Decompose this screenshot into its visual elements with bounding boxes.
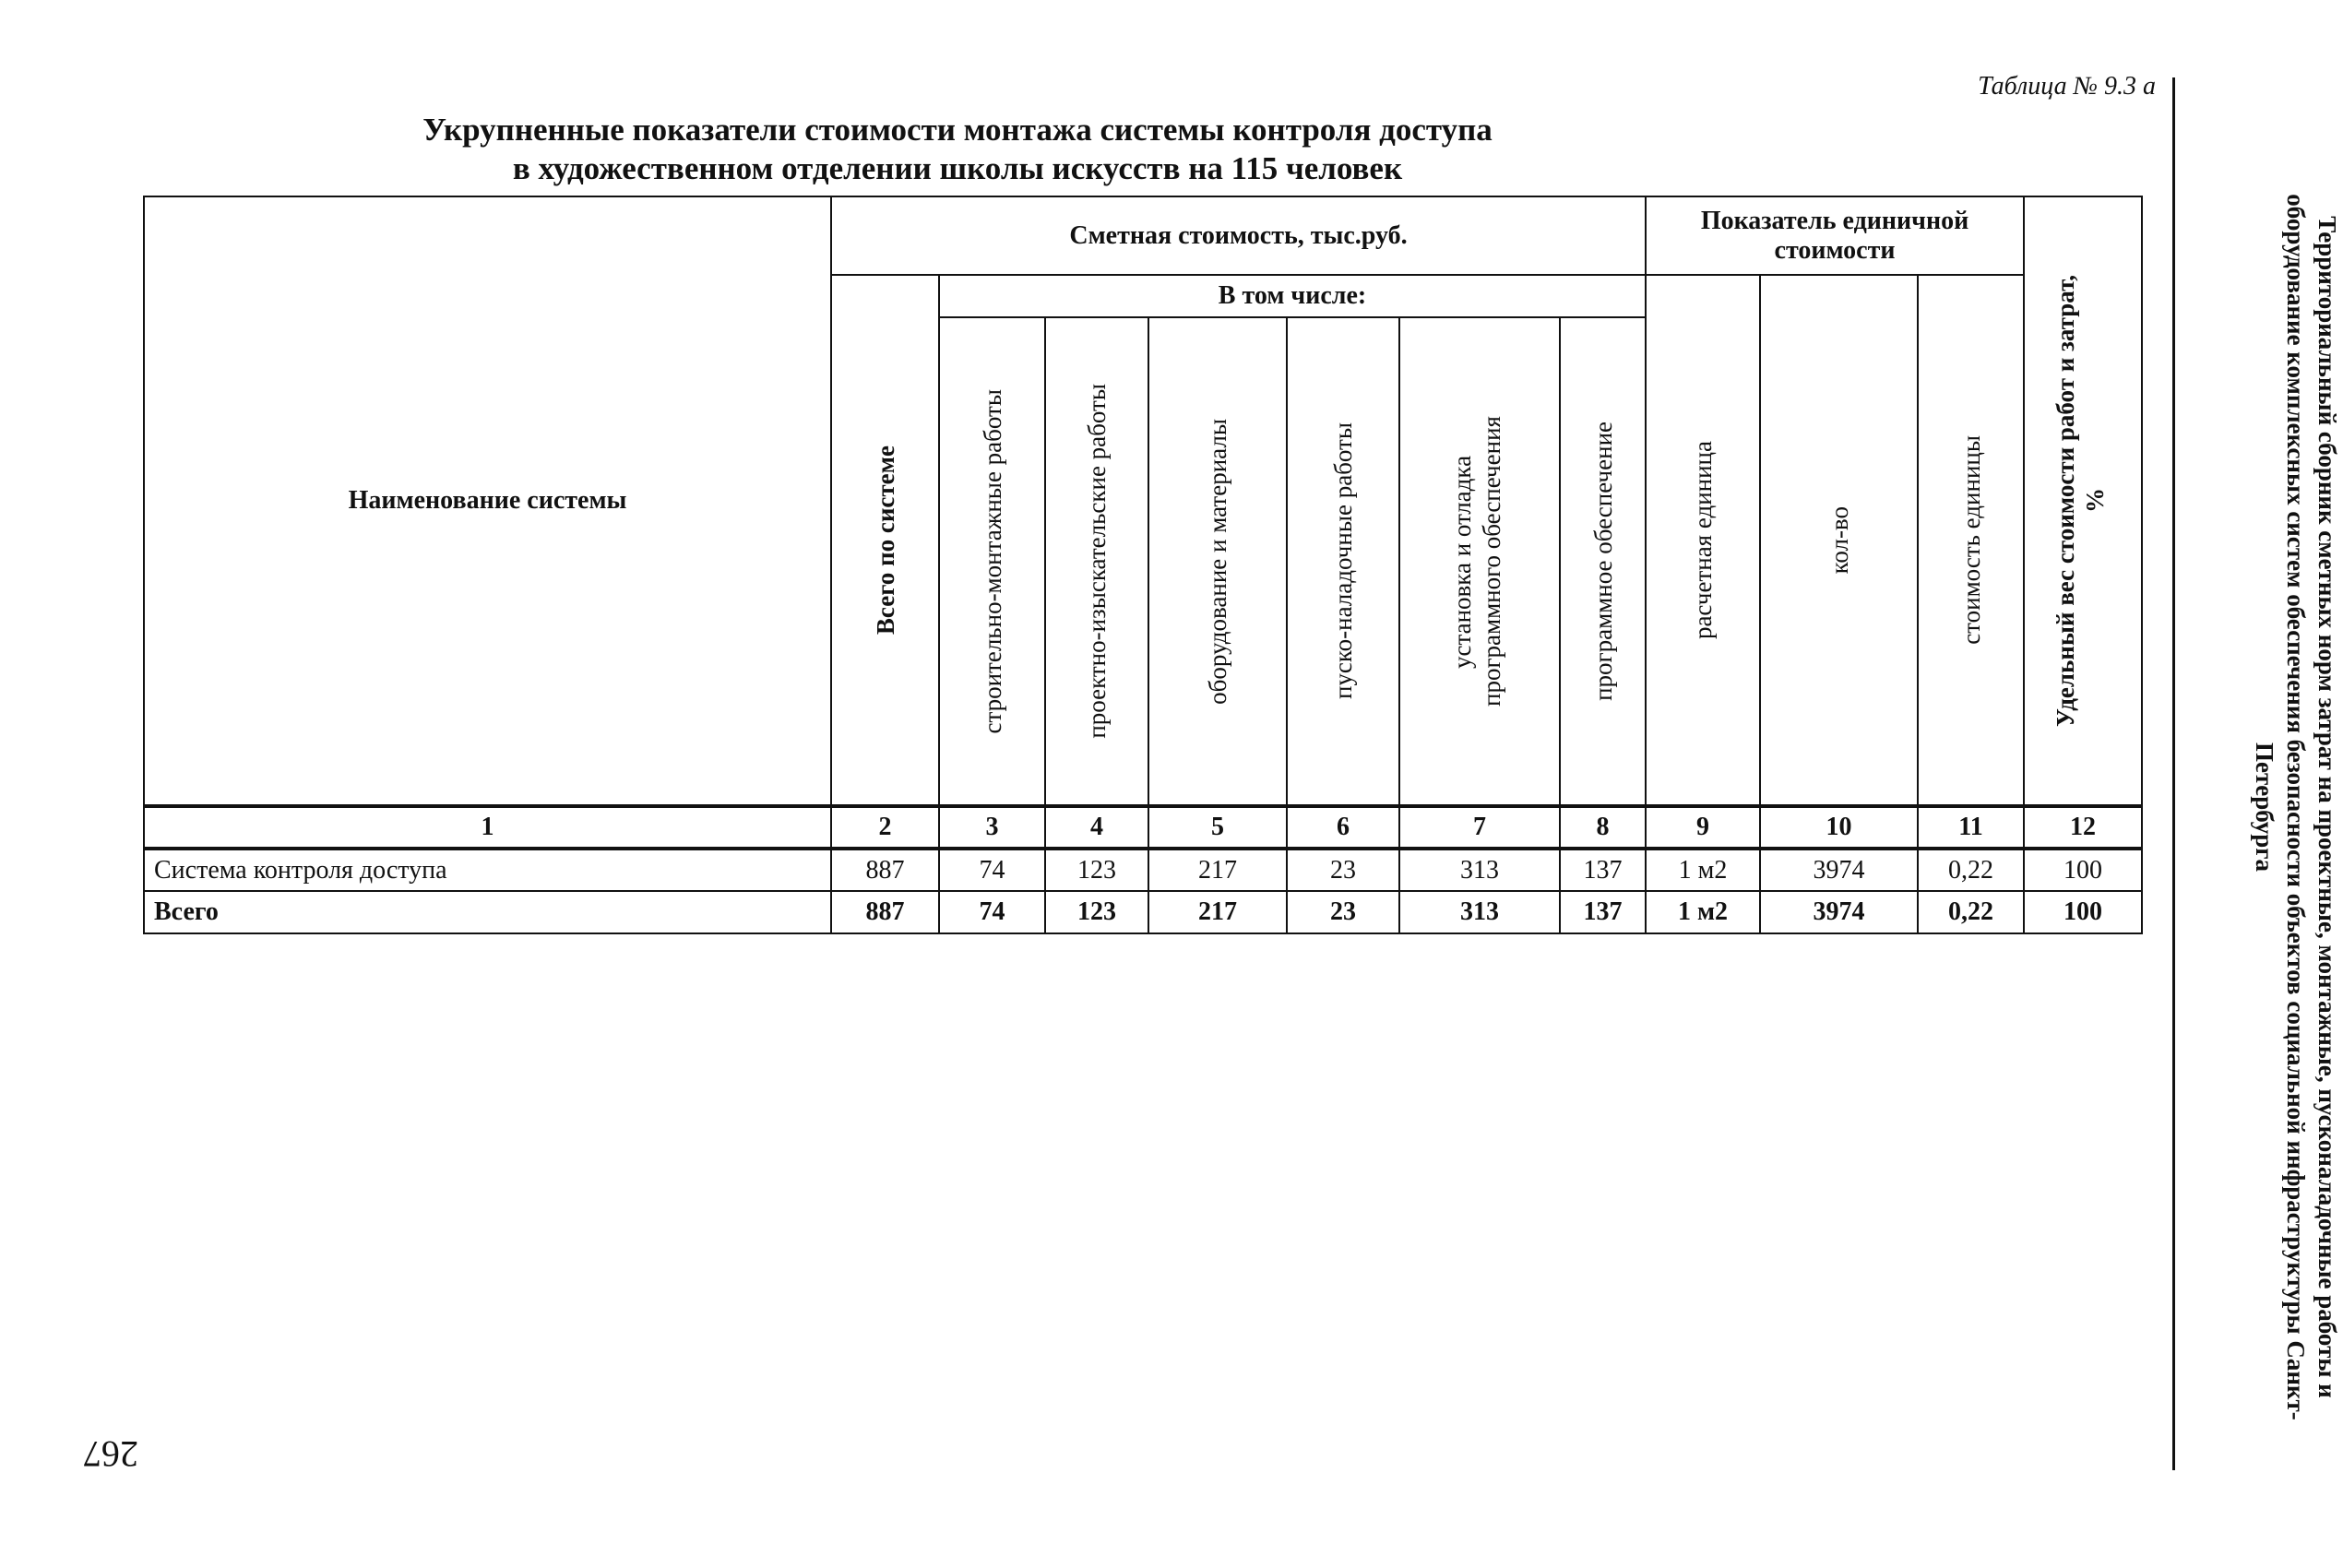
- row-system-name: Система контроля доступа: [144, 849, 831, 891]
- total-share: 100: [2024, 891, 2142, 933]
- header-including: В том числе:: [939, 275, 1646, 317]
- total-equipment: 217: [1148, 891, 1287, 933]
- page-number: 267: [83, 1433, 138, 1475]
- header-commissioning-works: пуско-наладочные работы: [1287, 317, 1399, 806]
- header-equipment-materials: оборудование и материалы: [1148, 317, 1287, 806]
- total-construction: 74: [939, 891, 1045, 933]
- total-software: 137: [1560, 891, 1646, 933]
- table-title-line1: Укрупненные показатели стоимости монтажа системы контроля доступа: [422, 112, 1493, 148]
- row-equipment: 217: [1148, 849, 1287, 891]
- header-software: программное обеспечение: [1560, 317, 1646, 806]
- total-quantity: 3974: [1760, 891, 1918, 933]
- row-unit: 1 м2: [1646, 849, 1760, 891]
- table-number-label: Таблица № 9.3 а: [1978, 72, 2156, 101]
- header-quantity: кол-во: [1760, 275, 1918, 806]
- row-quantity: 3974: [1760, 849, 1918, 891]
- col-number: 3: [939, 806, 1045, 849]
- total-label: Всего: [144, 891, 831, 933]
- col-number: 9: [1646, 806, 1760, 849]
- col-number: 10: [1760, 806, 1918, 849]
- row-total: 887: [831, 849, 939, 891]
- header-total-by-system: Всего по системе: [831, 275, 939, 806]
- cost-table: [143, 196, 2143, 934]
- col-number: 11: [1918, 806, 2024, 849]
- table-row: [144, 849, 2142, 891]
- total-total: 887: [831, 891, 939, 933]
- col-number: 8: [1560, 806, 1646, 849]
- row-unit-cost: 0,22: [1918, 849, 2024, 891]
- table-row-total: [144, 891, 2142, 933]
- header-unit-cost-indicator: Показатель единичной стоимости: [1646, 196, 2024, 275]
- col-number: 4: [1045, 806, 1148, 849]
- col-number: 1: [144, 806, 831, 849]
- row-construction: 74: [939, 849, 1045, 891]
- header-system-name: Наименование системы: [144, 196, 831, 806]
- row-design: 123: [1045, 849, 1148, 891]
- col-number: 7: [1399, 806, 1560, 849]
- header-calc-unit: расчетная единица: [1646, 275, 1760, 806]
- total-unit: 1 м2: [1646, 891, 1760, 933]
- side-running-title: Территориальный сборник сметных норм затрат на проектные, монтажные, пусконаладочные работы и оборудование комплексных систем обеспечения безопасности объектов социальной инфраструктуры Санкт-Петербурга: [2251, 194, 2341, 1420]
- col-number: 2: [831, 806, 939, 849]
- header-unit-cost: стоимость единицы: [1918, 275, 2024, 806]
- row-share: 100: [2024, 849, 2142, 891]
- row-software-setup: 313: [1399, 849, 1560, 891]
- row-software: 137: [1560, 849, 1646, 891]
- col-number: 5: [1148, 806, 1287, 849]
- header-estimated-cost: Сметная стоимость, тыс.руб.: [831, 196, 1646, 275]
- margin-divider: [2172, 77, 2175, 1470]
- total-commissioning: 23: [1287, 891, 1399, 933]
- total-software-setup: 313: [1399, 891, 1560, 933]
- table-title-line2: в художественном отделении школы искусств на 115 человек: [512, 150, 1403, 186]
- col-number: 12: [2024, 806, 2142, 849]
- header-share: Удельный вес стоимости работ и затрат, %: [2024, 196, 2142, 806]
- col-number: 6: [1287, 806, 1399, 849]
- row-commissioning: 23: [1287, 849, 1399, 891]
- total-unit-cost: 0,22: [1918, 891, 2024, 933]
- header-design-survey-works: проектно-изыскательские работы: [1045, 317, 1148, 806]
- header-software-setup: установка и отладка программного обеспечения: [1399, 317, 1560, 806]
- header-construction-works: строительно-монтажные работы: [939, 317, 1045, 806]
- total-design: 123: [1045, 891, 1148, 933]
